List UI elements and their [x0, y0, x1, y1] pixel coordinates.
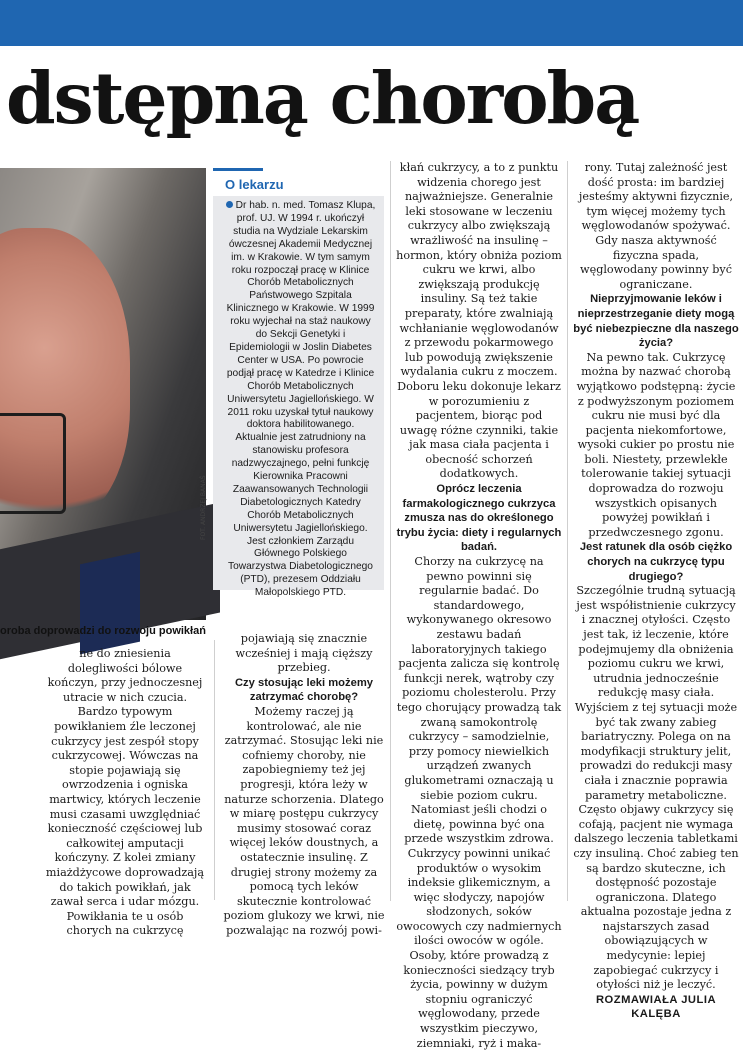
- interview-question: Czy stosując leki możemy zatrzymać chorobę?: [234, 676, 374, 704]
- interview-question: Oprócz leczenia farmakologicznego cukrzyca zmusza nas do określonego trybu życia: diety i regularnych badań.: [396, 483, 562, 554]
- article-headline: dstępną chorobą: [6, 56, 639, 140]
- paragraph: rony. Tutaj zależność jest dość prosta: im bardziej jesteśmy aktywni fizycznie, tym więcej możemy tych węglowodanów spożywać. Gdy nasza aktywność fizyczna spada, węglowodany powinny być ograniczane.: [578, 161, 734, 291]
- photo-tie-shape: [80, 552, 140, 655]
- interview-question: Jest ratunek dla osób ciężko chorych na cukrzycę typu drugiego?: [579, 541, 733, 583]
- article-column-3: [396, 161, 562, 1050]
- paragraph: kłań cukrzycy, a to z punktu widzenia chorego jest najważniejsze. Generalnie leki stosowane w leczeniu cukrzycy albo zwiększają wrażliwość na insulinę – hormon, który obniża poziom cukru we krwi, albo zwiększają produkcję insuliny. Są też takie preparaty, które zwalniają wchłanianie węglowodanów z przewodu pokarmowego lub powodują zwiększenie wydalania cukru z moczem. Doboru leku dokonuje lekarz w porozumieniu z pacjentem, biorąc pod uwagę różne czynniki, takie jak masa ciała pacjenta i obecność schorzeń dodatkowych.: [396, 161, 562, 481]
- article-column-4: [573, 161, 739, 1021]
- photo-glasses-shape: [0, 413, 66, 514]
- top-color-bar: [0, 0, 743, 46]
- column-divider: [390, 161, 391, 901]
- sidebar-accent-rule: [213, 168, 263, 171]
- column-divider: [214, 640, 215, 900]
- photo-credit: FOT. ANDRZEJ BANAŚ: [200, 475, 207, 540]
- paragraph: Możemy raczej ją kontrolować, ale nie zatrzymać. Stosując leki nie cofniemy choroby, nie zapobiegniemy też jej progresji, która leży w naturze schorzenia. Dlatego w miarę postępu cukrzycy musimy stosować coraz więcej leków doustnych, a ostatecznie insulinę. Z drugiej strony możemy za pomocą tych leków skutecznie kontrolować poziom glukozy we krwi, nie pozwalając na rozwój powi-: [223, 704, 385, 937]
- photo-caption: oroba doprowadzi do rozwoju powikłań: [0, 625, 206, 637]
- doctor-photo: [0, 168, 206, 620]
- paragraph: Chorzy na cukrzycę na pewno powinni się regularnie badać. Do standardowego, wykonywanego okresowo zestawu badań laboratoryjnych takiego pacjenta zalicza się kontrolę funkcji nerek, wątroby czy poziomu cholesterolu. Przy tego chorujący prowadzą tak zwaną samokontrolę cukrzycy – samodzielnie, przy pomocy niewielkich urządzeń zwanych glukometrami oznaczają u siebie poziom cukru. Natomiast jeśli chodzi o dietę, powinna być ona przede wszystkim zdrowa. Cukrzycy powinni unikać produktów o wysokim indeksie glikemicznym, a więc słodyczy, napojów słodzonych, soków owocowych czy nadmiernych ilości owoców w ogóle. Osoby, które prowadzą z konieczności siedzący tryb życia, powinny w dużym stopniu ograniczyć węglowodany, przede wszystkim pieczywo, ziemniaki, ryż i maka-: [396, 555, 562, 1050]
- article-column-1: [44, 647, 206, 938]
- author-signature: ROZMAWIAŁA JULIA KALĘBA: [595, 993, 717, 1021]
- bullet-dot-icon: [226, 201, 233, 208]
- about-doctor-box: [213, 168, 384, 599]
- interview-question: Nieprzyjmowanie leków i nieprzestrzeganie diety mogą być niebezpieczne dla naszego życia?: [573, 293, 739, 350]
- paragraph: Szczególnie trudną sytuacją jest współistnienie cukrzycy i znacznej otyłości. Często jest tak, iż leczenie, które podejmujemy dla obniżenia poziomu cukru we krwi, utrudnia jednocześnie redukcję masy ciała. Wyjściem z tej sytuacji może być tak zwany zabieg bariatryczny. Polega on na modyfikacji struktury jelit, prowadzi do redukcji masy ciała i znacznie poprawia parametry metaboliczne. Często objawy cukrzycy się cofają, pacjent nie wymaga dalszego leczenia tabletkami czy insuliną. Choć zabieg ten są bardzo skuteczne, ich dostępność pozostaje ograniczona. Dlatego aktualna pozostaje jedna z najstarszych zasad obowiązujących w medycynie: lepiej zapobiegać cukrzycy i otyłości niż je leczyć.: [573, 584, 739, 992]
- article-column-2: [223, 632, 385, 937]
- sidebar-body-box: [213, 196, 384, 599]
- paragraph: ne do zniesienia dolegliwości bólowe kończyn, przy jednoczesnej utracie w nich czucia. Bardzo typowym powikłaniem źle leczonej cukrzycy jest zespół stopy cukrzycowej. Wówczas na stopie pojawiają się owrzodzenia i ogniska martwicy, których leczenie musi czasami uwzględniać konieczność częściowej lub całkowitej amputacji kończyny. Z kolei zmiany miażdżycowe doprowadzają do takich powikłań, jak zawał serca i udar mózgu. Powikłania te u osób chorych na cukrzycę: [45, 647, 205, 938]
- paragraph: pojawiają się znacznie wcześniej i mają cięższy przebieg.: [235, 632, 373, 675]
- column-divider: [567, 161, 568, 901]
- sidebar-title: O lekarzu: [225, 177, 284, 192]
- paragraph: Na pewno tak. Cukrzycę można by nazwać chorobą wyjątkowo podstępną: życie z podwyższonym poziomem cukru nie musi być dla pacjenta niekomfortowe, wysoki cukier po prostu nie boli. Niestety, przewlekłe tolerowanie takiej sytuacji doprowadza do rozwoju wszystkich opisanych powyżej powikłań i przedwczesnego zgonu.: [576, 350, 736, 539]
- sidebar-body: Dr hab. n. med. Tomasz Klupa, prof. UJ. W 1994 r. ukończył studia na Wydziale Lekarskim ówczesnej Akademii Medycznej im. w Krakowie. W tym samym roku rozpoczął pracę w Klinice Chorób Metabolicznych Państwowego Szpitala Klinicznego w Krakowie. W 1999 roku wyjechał na staż naukowy do Sekcji Genetyki i Epidemiologii w Joslin Diabetes Center w USA. Po powrocie podjął pracę w Katedrze i Klinice Chorób Metabolicznych Uniwersytetu Jagiellońskiego. W 2011 roku uzyskał tytuł naukowy doktora habilitowanego. Aktualnie jest zatrudniony na stanowisku profesora nadzwyczajnego, pełni funkcję Kierownika Pracowni Zaawansowanych Technologii Diabetologicznych Katedry Chorób Metabolicznych Uniwersytetu Jagiellońskiego. Jest członkiem Zarządu Głównego Polskiego Towarzystwa Diabetologicznego (PTD), prezesem Oddziału Małopolskiego PTD.: [226, 200, 376, 599]
